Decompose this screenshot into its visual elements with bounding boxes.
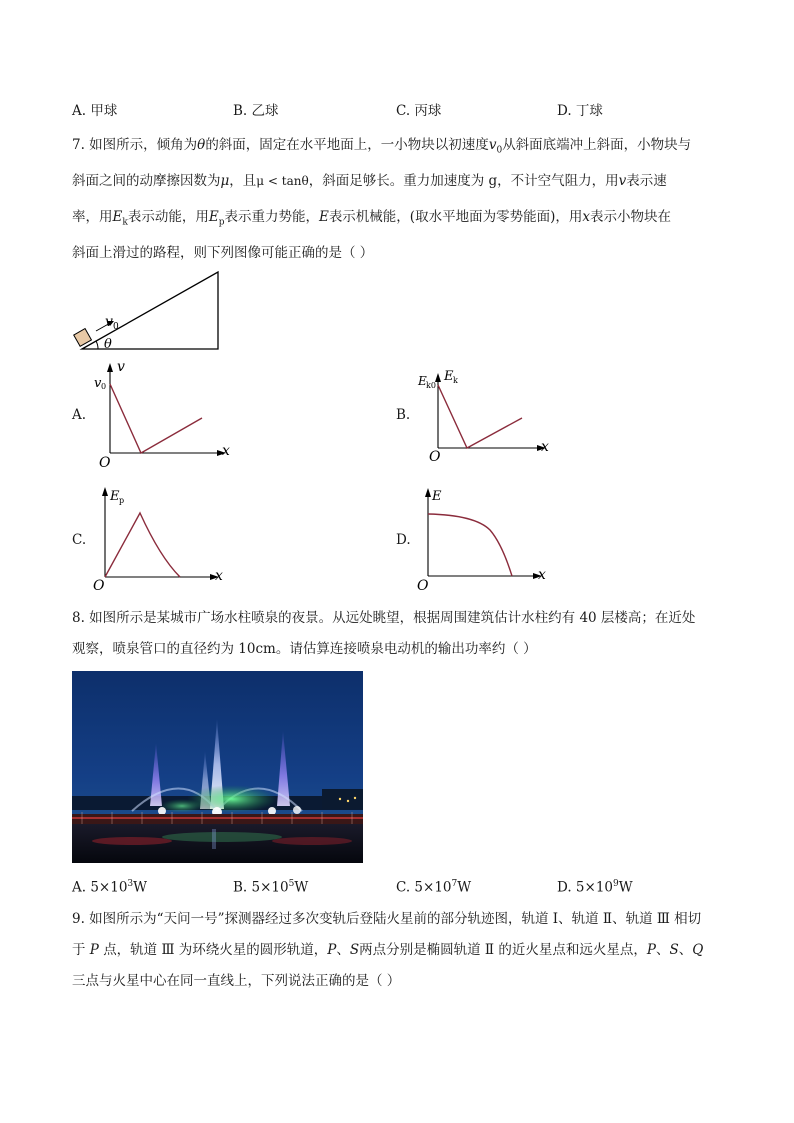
graph-b-curve — [438, 385, 522, 448]
graph-a-curve — [110, 384, 202, 453]
graph-c-y-sub: p — [119, 496, 125, 505]
fountain-photo — [72, 671, 363, 863]
graph-b-x-label: x — [541, 439, 549, 455]
q6-option-b: B. 乙球 — [233, 103, 279, 119]
graph-d-label: D. — [396, 532, 411, 548]
graph-b-y-sub: k — [453, 376, 458, 385]
q7-line-2: 斜面之间的动摩擦因数为μ，且μ < tanθ，斜面足够长。重力加速度为 g，不计空气阻力，用v表示速 — [72, 173, 667, 189]
q7-line-4: 斜面上滑过的路程，则下列图像可能正确的是（ ） — [72, 245, 374, 261]
graph-c-curve — [105, 513, 180, 577]
q7-line-1: 7. 如图所示，倾角为θ的斜面，固定在水平地面上，一小物块以初速度$v_0$从斜面底端冲上斜面，小物块与 — [72, 137, 692, 156]
q9-line-2: 于 P 点，轨道 Ⅲ 为环绕火星的圆形轨道，P、S两点分别是椭圆轨道 Ⅱ 的近火星点和远火星点，P、S、Q — [72, 942, 704, 958]
graph-b-y0-label: E — [418, 374, 427, 388]
graph-c — [90, 482, 240, 597]
q6-option-d: D. 丁球 — [557, 103, 603, 119]
graph-b-y-label: E — [444, 369, 454, 384]
sliding-block — [74, 329, 92, 347]
q8-option-b: B. $5\times 10^5W$ — [233, 879, 309, 896]
incline-v0-label: v — [105, 314, 113, 330]
graph-c-origin: O — [93, 578, 105, 594]
graph-b-origin: O — [429, 449, 441, 465]
graph-d — [415, 482, 565, 597]
graph-b-y0-sub: k0 — [426, 381, 436, 390]
graph-a-label: A. — [72, 407, 87, 423]
graph-a-y0-label: v — [94, 376, 102, 391]
q8-line-1: 8. 如图所示是某城市广场水柱喷泉的夜景。从远处眺望，根据周围建筑估计水柱约有 40 层楼高；在近处 — [72, 610, 696, 626]
graph-c-x-label: x — [215, 568, 223, 584]
graph-c-label: C. — [72, 532, 87, 548]
incline-theta-label: θ — [104, 337, 112, 352]
graph-b — [415, 355, 565, 470]
q6-option-a: A. 甲球 — [72, 103, 118, 119]
q8-line-2: 观察，喷泉管口的直径约为 10cm。请估算连接喷泉电动机的输出功率约（ ） — [72, 641, 537, 657]
q8-option-a: A. $5\times 10^3W$ — [72, 879, 148, 896]
graph-a-y0-sub: 0 — [101, 382, 107, 391]
graph-a-origin: O — [99, 455, 111, 470]
incline-triangle — [82, 272, 218, 349]
graph-a-x-label: x — [222, 443, 230, 459]
graph-a — [90, 355, 240, 470]
graph-a-y-label: v — [117, 359, 125, 375]
graph-d-x-label: x — [538, 567, 546, 583]
graph-d-y-label: E — [432, 489, 442, 504]
q8-option-c: C. $5\times 10^7W$ — [396, 879, 472, 896]
graph-b-label: B. — [396, 407, 411, 423]
q6-option-c: C. 丙球 — [396, 103, 442, 119]
q7-line-3: 率，用$E_k$表示动能，用$E_p$表示重力势能，E表示机械能，(取水平地面为零势能面)，用x表示小物块在 — [72, 209, 671, 228]
q9-line-1: 9. 如图所示为“天问一号”探测器经过多次变轨后登陆火星前的部分轨迹图，轨道 Ⅰ、轨道 Ⅱ、轨道 Ⅲ 相切 — [72, 911, 702, 927]
theta-arc — [96, 341, 98, 349]
graph-c-y-label: E — [110, 489, 120, 504]
graph-d-origin: O — [417, 578, 429, 594]
incline-v0-sub: 0 — [113, 322, 119, 332]
q8-option-d: D. $5\times 10^9W$ — [557, 879, 633, 896]
q9-line-3: 三点与火星中心在同一直线上，下列说法正确的是（ ） — [72, 973, 401, 989]
incline-diagram — [70, 268, 225, 358]
graph-d-curve — [428, 514, 512, 576]
